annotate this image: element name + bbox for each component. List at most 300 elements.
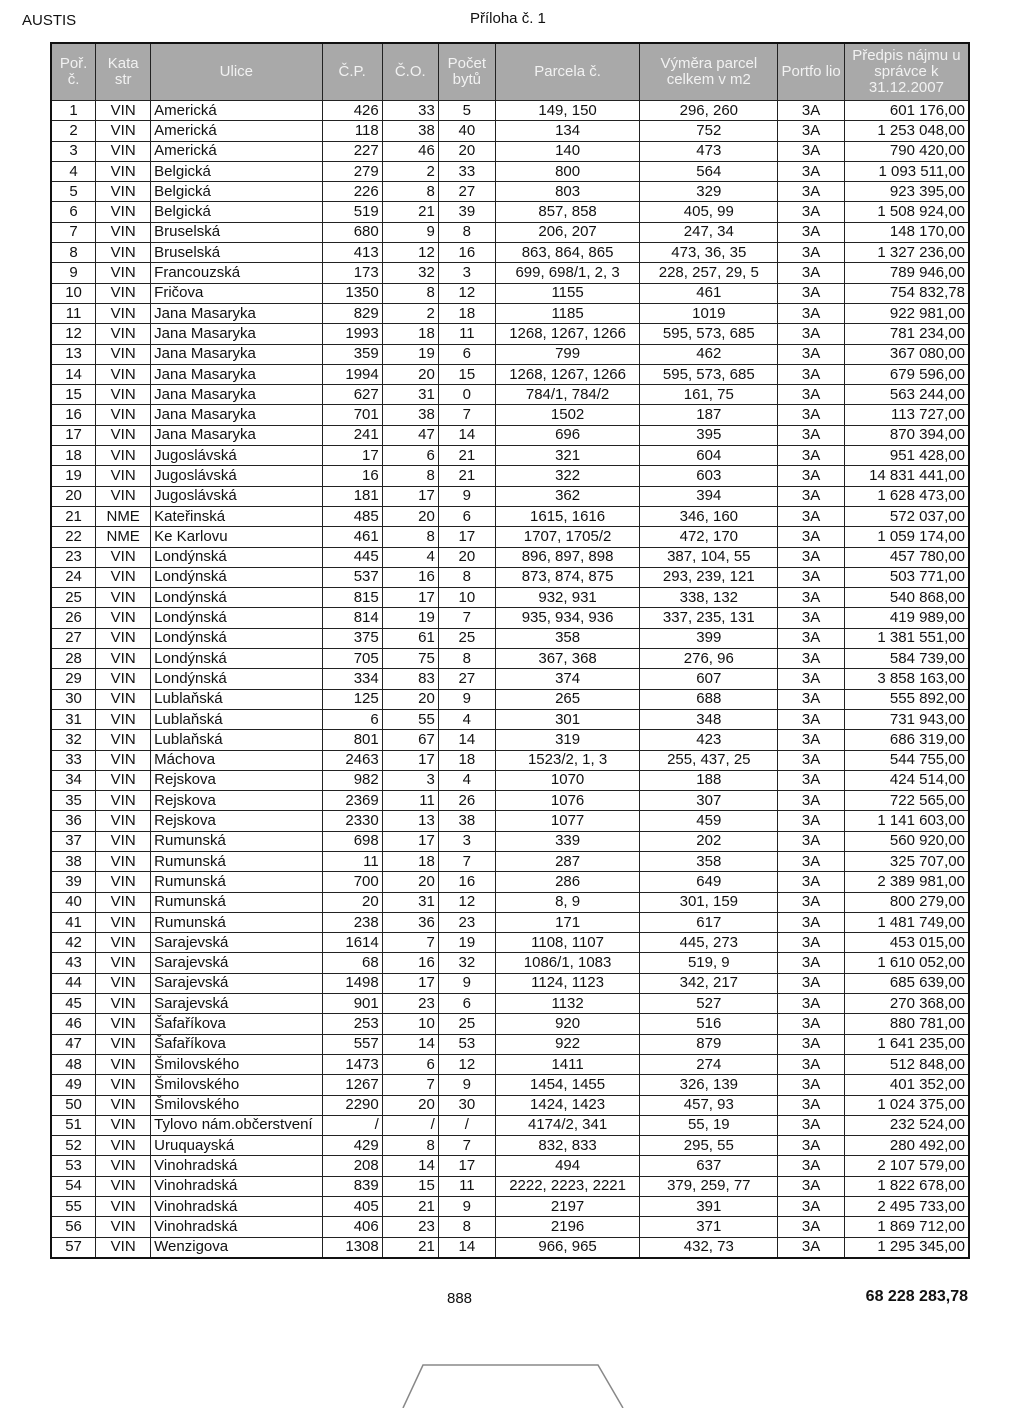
parcel-number: 2222, 2223, 2221 [495,1176,639,1196]
row-number: 54 [51,1176,96,1196]
row-number: 55 [51,1197,96,1217]
rent-amount: 453 015,00 [844,933,969,953]
unit-count: 21 [438,446,495,466]
table-row [51,446,969,466]
parcel-number: 2197 [495,1197,639,1217]
house-number-co: 20 [382,1095,438,1115]
cadastral-code: VIN [96,202,151,222]
cadastral-code: VIN [96,953,151,973]
house-number-cp: 627 [322,385,382,405]
street-name: Šmilovského [151,1095,322,1115]
house-number-co: 83 [382,669,438,689]
parcel-number: 863, 864, 865 [495,243,639,263]
house-number-co: 8 [382,283,438,303]
parcel-area: 295, 55 [640,1136,778,1156]
house-number-co: 6 [382,1054,438,1074]
house-number-cp: 2290 [322,1095,382,1115]
unit-count: 15 [438,364,495,384]
house-number-cp: 829 [322,303,382,323]
unit-count: 7 [438,851,495,871]
parcel-area: 161, 75 [640,385,778,405]
parcel-number: 1523/2, 1, 3 [495,750,639,770]
unit-count: 7 [438,405,495,425]
portfolio: 3A [778,405,844,425]
portfolio: 3A [778,1115,844,1135]
portfolio: 3A [778,1014,844,1034]
document-header-left: AUSTIS [22,12,77,29]
rent-amount: 870 394,00 [844,425,969,445]
table-row [51,547,969,567]
row-number: 26 [51,608,96,628]
parcel-area: 432, 73 [640,1237,778,1258]
street-name: Vinohradská [151,1217,322,1237]
parcel-area: 688 [640,689,778,709]
table-row [51,1136,969,1156]
parcel-number: 171 [495,912,639,932]
house-number-co: 47 [382,425,438,445]
house-number-co: 6 [382,446,438,466]
unit-count: 6 [438,506,495,526]
cadastral-code: VIN [96,770,151,790]
parcel-number: 873, 874, 875 [495,567,639,587]
house-number-co: 14 [382,1034,438,1054]
street-name: Jana Masaryka [151,385,322,405]
house-number-cp: 1350 [322,283,382,303]
parcel-area: 337, 235, 131 [640,608,778,628]
parcel-area: 649 [640,872,778,892]
parcel-number: 966, 965 [495,1237,639,1258]
unit-count: 27 [438,182,495,202]
parcel-area: 346, 160 [640,506,778,526]
row-number: 29 [51,669,96,689]
rent-amount: 14 831 441,00 [844,466,969,486]
rent-amount: 754 832,78 [844,283,969,303]
parcel-number: 339 [495,831,639,851]
house-number-co: 38 [382,121,438,141]
rent-amount: 1 641 235,00 [844,1034,969,1054]
house-number-cp: 429 [322,1136,382,1156]
rent-amount: 367 080,00 [844,344,969,364]
street-name: Rumunská [151,872,322,892]
parcel-number: 140 [495,141,639,161]
portfolio: 3A [778,628,844,648]
house-number-co: 21 [382,1197,438,1217]
cadastral-code: NME [96,506,151,526]
table-row [51,1156,969,1176]
portfolio: 3A [778,1156,844,1176]
table-row [51,770,969,790]
col-header-cp: Č.P. [322,43,382,101]
house-number-cp: 537 [322,567,382,587]
row-number: 37 [51,831,96,851]
cadastral-code: VIN [96,344,151,364]
house-number-cp: 226 [322,182,382,202]
street-name: Rumunská [151,892,322,912]
house-number-cp: 405 [322,1197,382,1217]
parcel-area: 603 [640,466,778,486]
street-name: Americká [151,141,322,161]
street-name: Lublaňská [151,709,322,729]
parcel-number: 286 [495,872,639,892]
parcel-area: 187 [640,405,778,425]
row-number: 33 [51,750,96,770]
rent-amount: 232 524,00 [844,1115,969,1135]
street-name: Tylovo nám.občerstvení [151,1115,322,1135]
street-name: Rumunská [151,912,322,932]
cadastral-code: VIN [96,892,151,912]
house-number-cp: 700 [322,872,382,892]
table-row [51,628,969,648]
parcel-number: 1132 [495,994,639,1014]
house-number-co: 3 [382,770,438,790]
parcel-area: 564 [640,161,778,181]
col-header-ulice: Ulice [151,43,322,101]
house-number-cp: 1308 [322,1237,382,1258]
house-number-co: 8 [382,527,438,547]
rent-amount: 2 107 579,00 [844,1156,969,1176]
col-header-co: Č.O. [382,43,438,101]
unit-count: 18 [438,303,495,323]
table-row [51,1054,969,1074]
table-row [51,141,969,161]
row-number: 10 [51,283,96,303]
row-number: 35 [51,791,96,811]
parcel-area: 358 [640,851,778,871]
unit-count: 39 [438,202,495,222]
unit-count: 27 [438,669,495,689]
parcel-number: 134 [495,121,639,141]
street-name: Londýnská [151,649,322,669]
street-name: Americká [151,101,322,121]
parcel-area: 399 [640,628,778,648]
row-number: 7 [51,222,96,242]
portfolio: 3A [778,933,844,953]
parcel-area: 457, 93 [640,1095,778,1115]
house-number-cp: 279 [322,161,382,181]
row-number: 5 [51,182,96,202]
unit-count: 9 [438,486,495,506]
table-row [51,263,969,283]
parcel-area: 338, 132 [640,588,778,608]
table-row [51,101,969,121]
rent-amount: 270 368,00 [844,994,969,1014]
row-number: 42 [51,933,96,953]
street-name: Sarajevská [151,953,322,973]
house-number-cp: 1267 [322,1075,382,1095]
parcel-area: 326, 139 [640,1075,778,1095]
unit-count: 9 [438,973,495,993]
street-name: Londýnská [151,547,322,567]
table-row [51,1197,969,1217]
house-number-co: 31 [382,892,438,912]
portfolio: 3A [778,243,844,263]
house-number-co: 19 [382,344,438,364]
street-name: Fričova [151,283,322,303]
parcel-number: 494 [495,1156,639,1176]
unit-count: 4 [438,770,495,790]
house-number-co: / [382,1115,438,1135]
table-row [51,669,969,689]
cadastral-code: VIN [96,324,151,344]
street-name: Sarajevská [151,933,322,953]
house-number-co: 55 [382,709,438,729]
table-row [51,466,969,486]
rent-amount: 563 244,00 [844,385,969,405]
house-number-co: 20 [382,689,438,709]
parcel-area: 188 [640,770,778,790]
house-number-co: 18 [382,851,438,871]
row-number: 34 [51,770,96,790]
unit-count: 6 [438,994,495,1014]
house-number-co: 31 [382,385,438,405]
parcel-area: 473, 36, 35 [640,243,778,263]
house-number-cp: 519 [322,202,382,222]
portfolio: 3A [778,1095,844,1115]
unit-count: 32 [438,953,495,973]
document-title: Příloha č. 1 [470,10,546,27]
house-number-cp: 680 [322,222,382,242]
parcel-number: 1070 [495,770,639,790]
house-number-co: 2 [382,303,438,323]
portfolio: 3A [778,506,844,526]
rent-amount: 790 420,00 [844,141,969,161]
cadastral-code: VIN [96,425,151,445]
house-number-cp: 118 [322,121,382,141]
cadastral-code: VIN [96,1217,151,1237]
cadastral-code: VIN [96,669,151,689]
rent-amount: 3 858 163,00 [844,669,969,689]
house-number-cp: 181 [322,486,382,506]
parcel-number: 1124, 1123 [495,973,639,993]
unit-count: 8 [438,649,495,669]
portfolio: 3A [778,1197,844,1217]
portfolio: 3A [778,649,844,669]
rent-amount: 584 739,00 [844,649,969,669]
house-number-co: 10 [382,1014,438,1034]
unit-count: 23 [438,912,495,932]
rent-amount: 401 352,00 [844,1075,969,1095]
row-number: 50 [51,1095,96,1115]
house-number-co: 16 [382,567,438,587]
parcel-number: 857, 858 [495,202,639,222]
house-number-co: 36 [382,912,438,932]
parcel-number: 265 [495,689,639,709]
table-row [51,385,969,405]
parcel-area: 274 [640,1054,778,1074]
row-number: 49 [51,1075,96,1095]
parcel-area: 617 [640,912,778,932]
cadastral-code: VIN [96,1075,151,1095]
unit-count: 20 [438,547,495,567]
row-number: 19 [51,466,96,486]
house-number-cp: / [322,1115,382,1135]
rent-amount: 1 093 511,00 [844,161,969,181]
cadastral-code: VIN [96,1197,151,1217]
street-name: Rejskova [151,770,322,790]
house-number-co: 32 [382,263,438,283]
house-number-cp: 557 [322,1034,382,1054]
parcel-number: 2196 [495,1217,639,1237]
parcel-area: 516 [640,1014,778,1034]
col-header-portfolio: Portfo lio [778,43,844,101]
portfolio: 3A [778,608,844,628]
row-number: 32 [51,730,96,750]
table-row [51,1075,969,1095]
street-name: Londýnská [151,608,322,628]
rent-amount: 503 771,00 [844,567,969,587]
portfolio: 3A [778,324,844,344]
street-name: Londýnská [151,567,322,587]
cadastral-code: VIN [96,446,151,466]
unit-count: 9 [438,1197,495,1217]
parcel-number: 367, 368 [495,649,639,669]
cadastral-code: VIN [96,933,151,953]
rent-amount: 325 707,00 [844,851,969,871]
portfolio: 3A [778,202,844,222]
street-name: Sarajevská [151,994,322,1014]
house-number-co: 12 [382,243,438,263]
cadastral-code: VIN [96,1136,151,1156]
table-row [51,1095,969,1115]
house-number-co: 33 [382,101,438,121]
house-number-cp: 1614 [322,933,382,953]
parcel-area: 387, 104, 55 [640,547,778,567]
parcel-number: 699, 698/1, 2, 3 [495,263,639,283]
house-number-cp: 698 [322,831,382,851]
street-name: Máchova [151,750,322,770]
portfolio: 3A [778,973,844,993]
rent-amount: 560 920,00 [844,831,969,851]
rent-amount: 685 639,00 [844,973,969,993]
parcel-area: 301, 159 [640,892,778,912]
row-number: 20 [51,486,96,506]
unit-count: 17 [438,527,495,547]
table-row [51,243,969,263]
portfolio: 3A [778,527,844,547]
house-number-co: 8 [382,182,438,202]
house-number-cp: 801 [322,730,382,750]
street-name: Jana Masaryka [151,303,322,323]
cadastral-code: VIN [96,303,151,323]
table-row [51,425,969,445]
house-number-cp: 2463 [322,750,382,770]
table-row [51,1217,969,1237]
street-name: Šmilovského [151,1054,322,1074]
row-number: 28 [51,649,96,669]
street-name: Ke Karlovu [151,527,322,547]
parcel-number: 1411 [495,1054,639,1074]
row-number: 56 [51,1217,96,1237]
unit-count: 33 [438,161,495,181]
portfolio: 3A [778,1034,844,1054]
rent-amount: 880 781,00 [844,1014,969,1034]
street-name: Bruselská [151,243,322,263]
house-number-cp: 413 [322,243,382,263]
parcel-number: 206, 207 [495,222,639,242]
row-number: 22 [51,527,96,547]
unit-count: 19 [438,933,495,953]
unit-count: 25 [438,628,495,648]
row-number: 9 [51,263,96,283]
unit-count: 18 [438,750,495,770]
portfolio: 3A [778,892,844,912]
row-number: 51 [51,1115,96,1135]
portfolio: 3A [778,547,844,567]
cadastral-code: VIN [96,222,151,242]
row-number: 18 [51,446,96,466]
rent-amount: 1 610 052,00 [844,953,969,973]
table-row [51,994,969,1014]
table-row [51,851,969,871]
table-row [51,567,969,587]
unit-count: 14 [438,1237,495,1258]
parcel-number: 1086/1, 1083 [495,953,639,973]
street-name: Rejskova [151,811,322,831]
cadastral-code: VIN [96,182,151,202]
parcel-number: 932, 931 [495,588,639,608]
house-number-co: 8 [382,1136,438,1156]
table-row [51,303,969,323]
unit-count: 8 [438,222,495,242]
parcel-area: 445, 273 [640,933,778,953]
street-name: Rumunská [151,851,322,871]
house-number-cp: 2369 [322,791,382,811]
parcel-area: 342, 217 [640,973,778,993]
house-number-cp: 208 [322,1156,382,1176]
street-name: Londýnská [151,588,322,608]
parcel-area: 255, 437, 25 [640,750,778,770]
table-row [51,1176,969,1196]
parcel-number: 1615, 1616 [495,506,639,526]
house-number-co: 46 [382,141,438,161]
parcel-area: 202 [640,831,778,851]
total-units: 888 [447,1290,473,1307]
rent-amount: 789 946,00 [844,263,969,283]
table-row [51,709,969,729]
house-number-cp: 238 [322,912,382,932]
house-number-co: 2 [382,161,438,181]
rent-amount: 544 755,00 [844,750,969,770]
parcel-number: 1454, 1455 [495,1075,639,1095]
table-row [51,1014,969,1034]
parcel-area: 405, 99 [640,202,778,222]
row-number: 47 [51,1034,96,1054]
house-number-co: 38 [382,405,438,425]
street-name: Rumunská [151,831,322,851]
street-name: Šafaříkova [151,1034,322,1054]
house-number-co: 67 [382,730,438,750]
house-number-cp: 705 [322,649,382,669]
table-row [51,1115,969,1135]
cadastral-code: VIN [96,161,151,181]
row-number: 1 [51,101,96,121]
rent-amount: 781 234,00 [844,324,969,344]
portfolio: 3A [778,1176,844,1196]
rent-amount: 800 279,00 [844,892,969,912]
total-rent: 68 228 283,78 [865,1288,968,1305]
parcel-number: 799 [495,344,639,364]
house-number-co: 11 [382,791,438,811]
parcel-number: 896, 897, 898 [495,547,639,567]
unit-count: 25 [438,1014,495,1034]
cadastral-code: VIN [96,912,151,932]
unit-count: 14 [438,730,495,750]
row-number: 14 [51,364,96,384]
cadastral-code: VIN [96,791,151,811]
cadastral-code: VIN [96,263,151,283]
house-number-cp: 814 [322,608,382,628]
row-number: 6 [51,202,96,222]
